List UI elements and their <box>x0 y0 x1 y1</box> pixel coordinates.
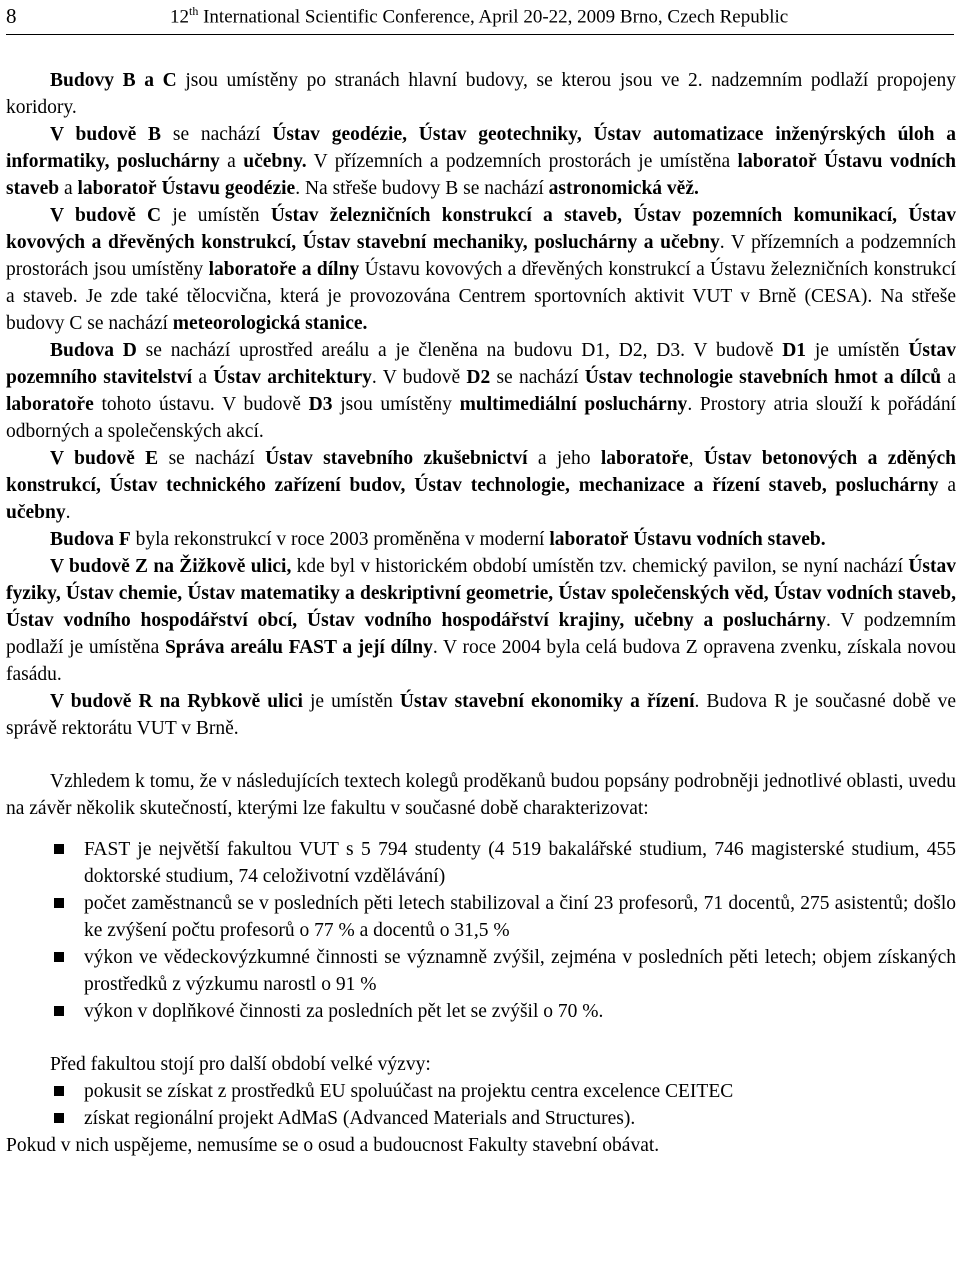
bold-run: laboratoř Ústavu vodních staveb. <box>549 529 826 550</box>
text-run: . Prostory atria slouží k pořádání odborných a společenských akcí. <box>6 394 956 442</box>
bold-run: Ústav geodézie, Ústav geotechniky, Ústav automatizace inženýrských úloh a informatiky, posluchárny <box>6 124 956 172</box>
body-paragraph <box>6 526 956 553</box>
bold-run: V budově Z na Žižkově ulici, <box>50 556 292 577</box>
body-paragraph <box>6 67 956 121</box>
text-run: . <box>65 502 71 523</box>
text-run: . V podzemním podlaží je umístěna <box>6 610 956 658</box>
bold-run: laboratoře <box>600 448 689 469</box>
text-run: se nachází <box>158 448 266 469</box>
text-run: Ústavu kovových a dřevěných konstrukcí a Ústavu železničních konstrukcí a staveb. Je zde také tělocvična, která je provozována Centrem sportovních aktivit VUT v Brně (CESA). Na střeše budovy C se nachází <box>6 259 957 334</box>
list-item: výkon ve vědeckovýzkumné činnosti se významně zvýšil, zejména v posledních pěti letech; objem získaných prostředků z výzkumu narostl o 91 % <box>6 944 956 998</box>
text-run: a jeho <box>527 448 601 469</box>
bold-run: laboratoř Ústavu vodních staveb <box>6 151 956 199</box>
bold-run: laboratoře <box>6 394 94 415</box>
page-header <box>0 0 960 40</box>
bold-run: Budova F <box>50 529 131 550</box>
body-paragraph <box>6 553 956 688</box>
text-run: a <box>59 178 78 199</box>
text-run: tohoto ústavu. V budově <box>93 394 309 415</box>
page-number: 8 <box>6 4 17 28</box>
building-descriptions <box>6 67 956 742</box>
challenges-list <box>6 1078 956 1132</box>
closing-sentence: Pokud v nich uspějeme, nemusíme se o osud a budoucnost Fakulty stavební obávat. <box>6 1135 660 1156</box>
facts-list <box>6 836 956 1025</box>
bold-run: laboratoř Ústavu geodézie <box>77 178 296 199</box>
bold-run: Ústav stavebního zkušebnictví <box>265 448 528 469</box>
list-item: výkon v doplňkové činnosti za posledních pět let se zvýšil o 70 %. <box>6 998 956 1025</box>
bold-run: učebny. <box>243 151 307 172</box>
text-run: se nachází <box>490 367 585 388</box>
text-run: . V budově <box>371 367 467 388</box>
challenges-intro: Před fakultou stojí pro další období velké výzvy: <box>50 1054 431 1075</box>
body-paragraph <box>6 121 956 202</box>
bold-run: laboratoře a dílny <box>208 259 360 280</box>
bold-run: D3 <box>308 394 333 415</box>
body-paragraph <box>6 445 956 526</box>
page-body <box>6 67 956 1159</box>
body-paragraph <box>6 202 956 337</box>
text-run: se nachází <box>161 124 273 145</box>
list-item: pokusit se získat z prostředků EU spoluúčast na projektu centra excelence CEITEC <box>6 1078 956 1105</box>
bold-run: Ústav pozemního stavitelství <box>6 340 956 388</box>
spacer <box>6 742 956 768</box>
bold-run: Budova D <box>50 340 137 361</box>
bold-run: Správa areálu FAST a její dílny <box>164 637 433 658</box>
bold-run: V budově C <box>50 205 162 226</box>
bold-run: Ústav fyziky, Ústav chemie, Ústav matematiky a deskriptivní geometrie, Ústav společenských věd, Ústav vodních staveb, Ústav vodního hospodářství obcí, Ústav vodního hospodářství krajiny, učebny a posluchárny <box>6 556 956 631</box>
bold-run: meteorologická stanice. <box>172 313 368 334</box>
spacer <box>6 1025 956 1051</box>
text-run: . V přízemních a podzemních prostorách jsou umístěny <box>6 232 957 280</box>
text-run: a <box>192 367 214 388</box>
bold-run: D1 <box>782 340 807 361</box>
bold-run: Ústav technologie stavebních hmot a dílců <box>584 367 942 388</box>
bold-run: Ústav architektury <box>213 367 372 388</box>
text-run: je umístěn <box>302 691 400 712</box>
text-run: kde byl v historickém období umístěn tzv. chemický pavilon, se nyní nachází <box>291 556 909 577</box>
text-run: a <box>941 367 956 388</box>
bold-run: V budově R na Rybkově ulici <box>50 691 303 712</box>
bold-run: V budově B <box>50 124 162 145</box>
text-run: . Na střeše budovy B se nachází <box>295 178 549 199</box>
text-run: a <box>938 475 956 496</box>
text-run: . Budova R je současné době ve správě rektorátu VUT v Brně. <box>6 691 956 739</box>
body-paragraph <box>6 337 956 445</box>
body-paragraph <box>6 688 956 742</box>
text-run: je umístěn <box>806 340 909 361</box>
text-run: a <box>219 151 244 172</box>
header-rule <box>6 34 954 35</box>
bold-run: multimediální posluchárny <box>459 394 688 415</box>
text-run: byla rekonstrukcí v roce 2003 proměněna v moderní <box>130 529 550 550</box>
text-run: V přízemních a podzemních prostorách je umístěna <box>306 151 738 172</box>
text-run: je umístěn <box>161 205 271 226</box>
text-run: , <box>688 448 704 469</box>
text-run: . V roce 2004 byla celá budova Z opravena zvenku, získala novou fasádu. <box>6 637 956 685</box>
bold-run: V budově E <box>50 448 159 469</box>
bold-run: Ústav stavební ekonomiky a řízení <box>399 691 695 712</box>
bold-run: Ústav betonových a zděných konstrukcí, Ústav technického zařízení budov, Ústav technologie, mechanizace a řízení staveb, posluchárny <box>6 448 956 496</box>
text-run: se nachází uprostřed areálu a je členěna na budovu D1, D2, D3. V budově <box>136 340 783 361</box>
bold-run: učebny <box>6 502 66 523</box>
conference-title: 12th International Scientific Conference, April 20-22, 2009 Brno, Czech Republic <box>170 4 789 28</box>
list-item: FAST je největší fakultou VUT s 5 794 studenty (4 519 bakalářské studium, 746 magisterské studium, 455 doktorské studium, 74 celoživotní vzdělávání) <box>6 836 956 890</box>
text-run: jsou umístěny po stranách hlavní budovy, se kterou jsou ve 2. nadzemním podlaží propojeny koridory. <box>6 70 956 118</box>
bold-run: astronomická věž. <box>548 178 699 199</box>
intro-paragraph: Vzhledem k tomu, že v následujících textech kolegů proděkanů budou popsány podrobněji jednotlivé oblasti, uvedu na závěr několik skutečností, kterými lze fakultu v současné době charakterizovat: <box>6 771 956 819</box>
bold-run: Ústav železničních konstrukcí a staveb, Ústav pozemních komunikací, Ústav kovových a dřevěných konstrukcí, Ústav stavební mechaniky, posluchárny a učebny <box>6 205 956 253</box>
list-item: získat regionální projekt AdMaS (Advanced Materials and Structures). <box>6 1105 956 1132</box>
text-run: jsou umístěny <box>332 394 460 415</box>
bold-run: Budovy B a C <box>50 70 177 91</box>
bold-run: D2 <box>466 367 491 388</box>
list-item: počet zaměstnanců se v posledních pěti letech stabilizoval a činí 23 profesorů, 71 docentů, 275 asistentů; došlo ke zvýšení počtu profesorů o 77 % a docentů o 31,5 % <box>6 890 956 944</box>
